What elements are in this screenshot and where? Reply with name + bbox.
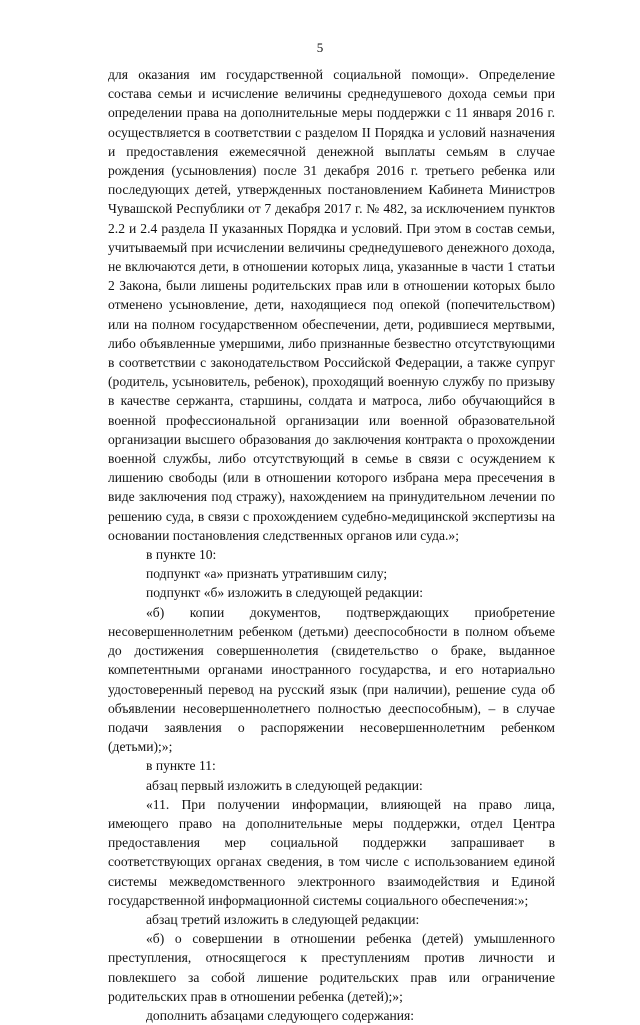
document-body: [108, 65, 555, 1025]
paragraph: «б) о совершении в отношении ребенка (детей) умышленного преступления, относящегося к преступлениям против личности и повлекшего за собой лишение родительских прав или ограничение родительских прав в отношении ребенка (детей);»;: [108, 931, 555, 1004]
paragraph: «11. При получении информации, влияющей на право лица, имеющего право на дополнительные меры поддержки, отдел Центра предоставления мер социальной поддержки запрашивает в соответствующих органах сведения, в том числе с использованием единой системы межведомственного электронного взаимодействия и Единой государственной информационной системы социального обеспечения:»;: [108, 796, 555, 908]
paragraph: дополнить абзацами следующего содержания:: [146, 1007, 415, 1023]
paragraph: подпункт «б» изложить в следующей редакции:: [146, 585, 424, 601]
paragraph: в пункте 10:: [146, 547, 217, 563]
page-number: 5: [316, 40, 324, 55]
paragraph: для оказания им государственной социальной помощи». Определение состава семьи и исчисление величины среднедушевого дохода семьи при определении права на дополнительные меры поддержки с 11 января 2016 г. осуществляется в соответствии с разделом II Порядка и условий назначения и предоставления ежемесячной денежной выплаты семьям в случае рождения (усыновления) после 31 декабря 2016 г. третьего ребенка или последующих детей, утвержденных постановлением Кабинета Министров Чувашской Республики от 7 декабря 2017 г. № 482, за исключением пунктов 2.2 и 2.4 раздела II указанных Порядка и условий. При этом в состав семьи, учитываемый при исчислении величины среднедушевого денежного дохода, не включаются дети, в отношении которых лица, указанные в части 1 статьи 2 Закона, были лишены родительских прав или в отношении которых было отменено усыновление, дети, находящиеся под опекой (попечительством) или на полном государственном обеспечении, дети, родившиеся мертвыми, либо объявленные умершими, либо признанные безвестно отсутствующими в соответствии с законодательством Российской Федерации, а также супруг (родитель, усыновитель, ребенок), проходящий военную службу по призыву в качестве сержанта, старшины, солдата и матроса, либо обучающийся в военной профессиональной организации или военной образовательной организации высшего образования до заключения контракта о прохождении военной службы, либо отсутствующий в семье в связи с осуждением к лишению свободы (или в отношении которого избрана мера пресечения в виде заключения под стражу), нахождением на принудительном лечении по решению суда, в связи с прохождением судебно-медицинской экспертизы на основании постановления следственных органов или суда.»;: [108, 67, 555, 543]
paragraph: абзац первый изложить в следующей редакции:: [146, 777, 423, 793]
paragraph: «б) копии документов, подтверждающих приобретение несовершеннолетним ребенком (детьми) дееспособности в полном объеме до достижения совершеннолетия (свидетельство о браке, выданное компетентными органами иностранного государства, и его нотариально удостоверенный перевод на русский язык (при наличии), решение суда об объявлении несовершеннолетнего полностью дееспособным), – в случае подачи заявления о распоряжении несовершеннолетним ребенком (детьми);»;: [108, 604, 555, 755]
paragraph: абзац третий изложить в следующей редакции:: [146, 911, 420, 927]
paragraph: подпункт «а» признать утратившим силу;: [146, 566, 388, 582]
paragraph: в пункте 11:: [146, 758, 216, 774]
